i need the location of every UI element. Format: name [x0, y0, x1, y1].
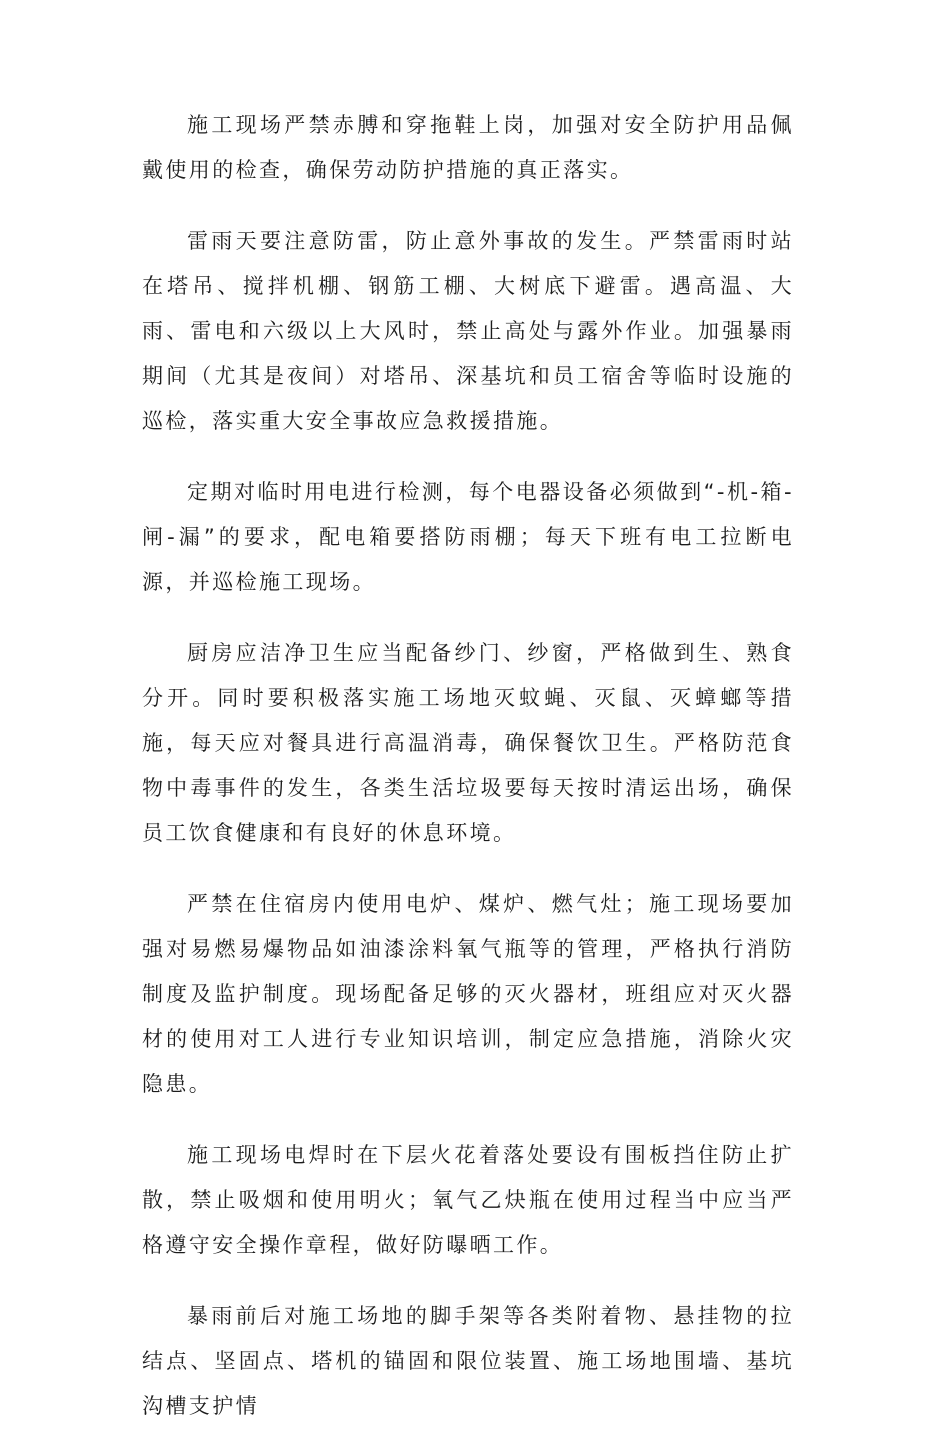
- paragraph-rainstorm-inspection: 暴雨前后对施工场地的脚手架等各类附着物、悬挂物的拉结点、坚固点、塔机的锚固和限位装置、施工场地围墙、基坑沟槽支护情: [142, 1304, 794, 1418]
- paragraph-welding-safety: 施工现场电焊时在下层火花着落处要设有围板挡住防止扩散，禁止吸烟和使用明火；氧气乙炔瓶在使用过程当中应当严格遵守安全操作章程，做好防曝晒工作。: [142, 1143, 794, 1257]
- paragraph-thunderstorm-safety: 雷雨天要注意防雷，防止意外事故的发生。严禁雷雨时站在塔吊、搅拌机棚、钢筋工棚、大树底下避雷。遇高温、大雨、雷电和六级以上大风时，禁止高处与露外作业。加强暴雨期间（尤其是夜间）对塔吊、深基坑和员工宿舍等临时设施的巡检，落实重大安全事故应急救援措施。: [142, 229, 794, 433]
- paragraph-temporary-electricity: 定期对临时用电进行检测，每个电器设备必须做到“-机-箱-闸-漏”的要求，配电箱要搭防雨棚；每天下班有电工拉断电源，并巡检施工现场。: [142, 480, 794, 594]
- paragraph-fire-prevention: 严禁在住宿房内使用电炉、煤炉、燃气灶；施工现场要加强对易燃易爆物品如油漆涂料氧气瓶等的管理，严格执行消防制度及监护制度。现场配备足够的灭火器材，班组应对灭火器材的使用对工人进行专业知识培训，制定应急措施，消除火灾隐患。: [142, 892, 794, 1096]
- document-body: [142, 103, 794, 1455]
- paragraph-protective-gear: 施工现场严禁赤膊和穿拖鞋上岗，加强对安全防护用品佩戴使用的检查，确保劳动防护措施的真正落实。: [142, 113, 794, 182]
- paragraph-kitchen-hygiene: 厨房应洁净卫生应当配备纱门、纱窗，严格做到生、熟食分开。同时要积极落实施工场地灭蚊蝇、灭鼠、灭蟑螂等措施，每天应对餐具进行高温消毒，确保餐饮卫生。严格防范食物中毒事件的发生，各类生活垃圾要每天按时清运出场，确保员工饮食健康和有良好的休息环境。: [142, 641, 794, 845]
